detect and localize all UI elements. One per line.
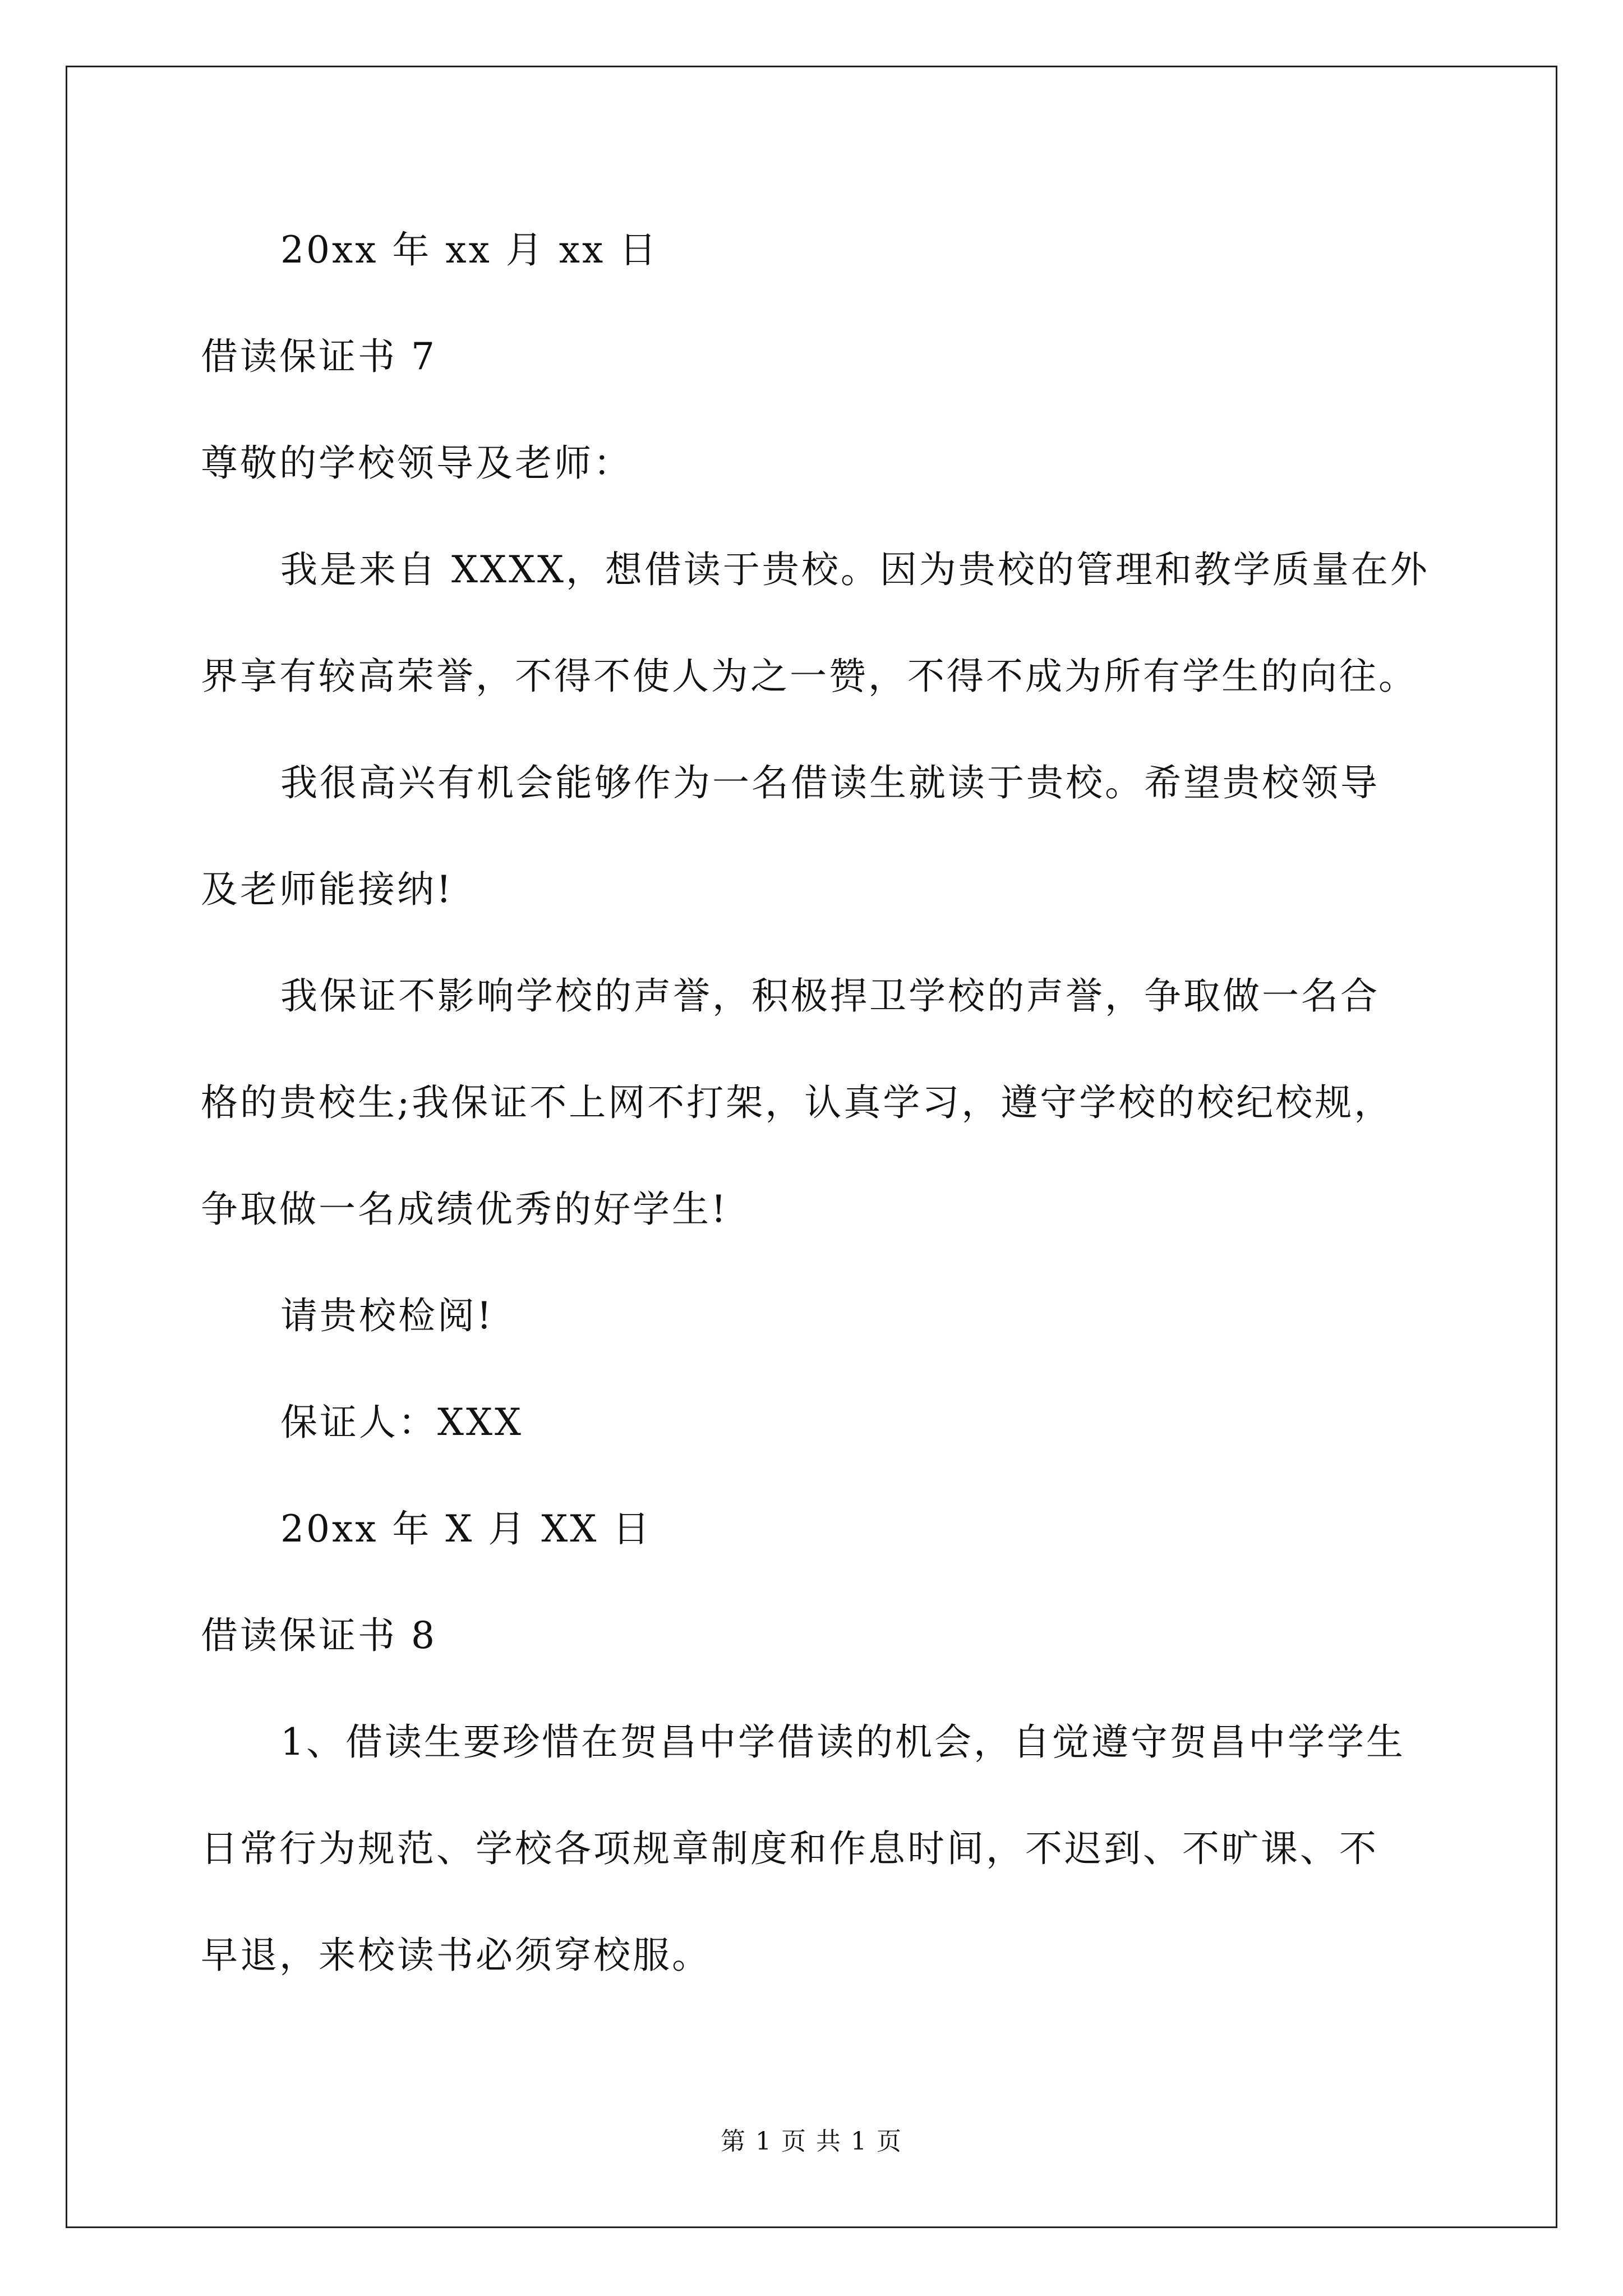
page-border — [66, 66, 1557, 2228]
paragraph-line: 早退，来校读书必须穿校服。 — [201, 1934, 711, 1977]
paragraph-line: 我是来自 XXXX，想借读于贵校。因为贵校的管理和教学质量在外 — [280, 548, 1430, 591]
paragraph-line: 界享有较高荣誉，不得不使人为之一赞，不得不成为所有学生的向往。 — [201, 655, 1418, 698]
date-line: 20xx 年 xx 月 xx 日 — [280, 228, 659, 272]
paragraph-line: 我很高兴有机会能够作为一名借读生就读于贵校。希望贵校领导 — [280, 761, 1380, 804]
signature-line: 保证人：XXX — [280, 1401, 523, 1444]
paragraph-line: 及老师能接纳! — [201, 868, 454, 911]
date-line: 20xx 年 X 月 XX 日 — [280, 1507, 652, 1550]
paragraph-line: 争取做一名成绩优秀的好学生! — [201, 1188, 728, 1231]
paragraph-line: 格的贵校生;我保证不上网不打架，认真学习，遵守学校的校纪校规， — [201, 1081, 1394, 1124]
section-heading: 借读保证书 7 — [201, 335, 437, 378]
page-number-footer: 第 1 页 共 1 页 — [721, 2127, 902, 2156]
salutation: 尊敬的学校领导及老师： — [201, 441, 633, 485]
closing-line: 请贵校检阅! — [280, 1294, 494, 1337]
paragraph-line: 我保证不影响学校的声誉，积极捍卫学校的声誉，争取做一名合 — [280, 974, 1380, 1018]
paragraph-line: 日常行为规范、学校各项规章制度和作息时间，不迟到、不旷课、不 — [201, 1827, 1378, 1870]
section-heading: 借读保证书 8 — [201, 1614, 437, 1657]
paragraph-line: 1、借读生要珍惜在贺昌中学借读的机会，自觉遵守贺昌中学学生 — [280, 1720, 1405, 1764]
